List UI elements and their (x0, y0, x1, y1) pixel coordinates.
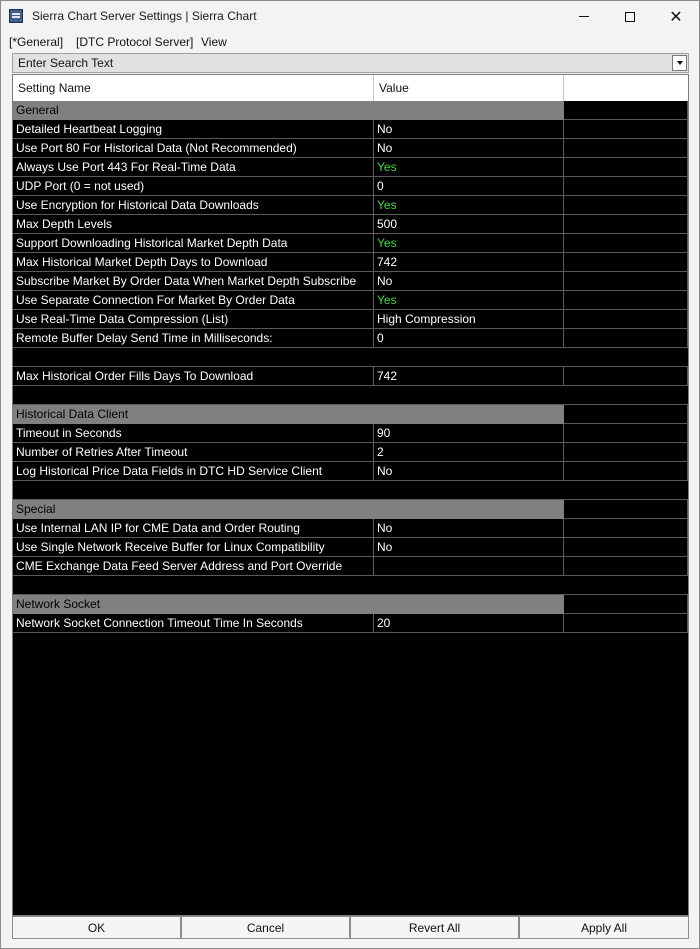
minimize-button[interactable] (561, 1, 607, 32)
setting-name-cell[interactable]: UDP Port (0 = not used) (13, 177, 374, 196)
section-header-row (13, 405, 688, 424)
setting-value-cell[interactable]: 0 (374, 177, 564, 196)
table-row (13, 538, 688, 557)
blank-row (13, 386, 688, 405)
setting-name-cell[interactable]: Max Historical Order Fills Days To Download (13, 367, 374, 386)
setting-value-cell[interactable]: No (374, 272, 564, 291)
column-header-extra[interactable] (564, 75, 688, 101)
setting-value-cell[interactable]: No (374, 519, 564, 538)
table-row (13, 329, 688, 348)
table-row (13, 424, 688, 443)
blank-row-cell (13, 386, 688, 405)
setting-value-cell[interactable]: No (374, 538, 564, 557)
section-extra-cell (564, 101, 688, 120)
setting-extra-cell (564, 310, 688, 329)
search-dropdown-button[interactable] (672, 55, 687, 71)
table-row (13, 557, 688, 576)
setting-name-cell[interactable]: Use Real-Time Data Compression (List) (13, 310, 374, 329)
setting-name-cell[interactable]: Timeout in Seconds (13, 424, 374, 443)
cancel-button[interactable]: Cancel (181, 916, 350, 939)
ok-button[interactable]: OK (12, 916, 181, 939)
setting-name-cell[interactable]: Use Port 80 For Historical Data (Not Recommended) (13, 139, 374, 158)
column-header-value[interactable]: Value (374, 75, 564, 101)
setting-name-cell[interactable]: Use Separate Connection For Market By Order Data (13, 291, 374, 310)
search-input[interactable]: Enter Search Text (18, 56, 114, 70)
setting-extra-cell (564, 215, 688, 234)
blank-row-cell (13, 348, 688, 367)
menu-view[interactable]: View (201, 35, 227, 49)
table-row (13, 367, 688, 386)
setting-value-cell[interactable]: No (374, 462, 564, 481)
menu-general[interactable]: [*General] (9, 35, 64, 49)
menu-bar (1, 32, 699, 52)
column-header-setting-name[interactable]: Setting Name (13, 75, 374, 101)
setting-value-cell[interactable]: 2 (374, 443, 564, 462)
setting-value-cell[interactable]: 742 (374, 253, 564, 272)
setting-extra-cell (564, 614, 688, 633)
search-combobox[interactable] (12, 53, 689, 73)
table-row (13, 215, 688, 234)
table-row (13, 177, 688, 196)
section-extra-cell (564, 405, 688, 424)
section-header: Historical Data Client (13, 405, 564, 424)
setting-name-cell[interactable]: Always Use Port 443 For Real-Time Data (13, 158, 374, 177)
setting-extra-cell (564, 538, 688, 557)
blank-row (13, 481, 688, 500)
setting-value-cell[interactable]: 500 (374, 215, 564, 234)
section-header-row (13, 500, 688, 519)
setting-name-cell[interactable]: Subscribe Market By Order Data When Market Depth Subscribe (13, 272, 374, 291)
revert-all-button[interactable]: Revert All (350, 916, 519, 939)
setting-name-cell[interactable]: Use Single Network Receive Buffer for Linux Compatibility (13, 538, 374, 557)
setting-extra-cell (564, 462, 688, 481)
close-icon: ✕ (669, 6, 683, 26)
setting-extra-cell (564, 291, 688, 310)
setting-name-cell[interactable]: Max Depth Levels (13, 215, 374, 234)
setting-value-cell[interactable]: No (374, 139, 564, 158)
grid-rows (13, 101, 688, 633)
sierra-chart-app-icon (9, 9, 23, 23)
section-header-row (13, 101, 688, 120)
apply-all-button[interactable]: Apply All (519, 916, 689, 939)
table-row (13, 158, 688, 177)
setting-name-cell[interactable]: Detailed Heartbeat Logging (13, 120, 374, 139)
table-row (13, 234, 688, 253)
setting-name-cell[interactable]: Support Downloading Historical Market Depth Data (13, 234, 374, 253)
maximize-button[interactable] (607, 1, 653, 32)
setting-name-cell[interactable]: Log Historical Price Data Fields in DTC HD Service Client (13, 462, 374, 481)
setting-value-cell[interactable]: Yes (374, 158, 564, 177)
setting-extra-cell (564, 139, 688, 158)
setting-extra-cell (564, 120, 688, 139)
settings-grid (12, 74, 689, 916)
section-extra-cell (564, 595, 688, 614)
setting-value-cell[interactable]: Yes (374, 234, 564, 253)
setting-value-cell[interactable]: Yes (374, 196, 564, 215)
setting-name-cell[interactable]: Use Encryption for Historical Data Downloads (13, 196, 374, 215)
blank-row (13, 576, 688, 595)
blank-row-cell (13, 576, 688, 595)
table-row (13, 310, 688, 329)
setting-extra-cell (564, 234, 688, 253)
table-row (13, 443, 688, 462)
setting-value-cell[interactable]: 20 (374, 614, 564, 633)
blank-row (13, 348, 688, 367)
grid-header (13, 75, 688, 101)
close-button[interactable] (653, 1, 699, 32)
title-bar[interactable] (1, 1, 699, 32)
section-header: Network Socket (13, 595, 564, 614)
window-title: Sierra Chart Server Settings | Sierra Chart (32, 9, 257, 23)
setting-extra-cell (564, 557, 688, 576)
table-row (13, 462, 688, 481)
section-header: Special (13, 500, 564, 519)
setting-value-cell[interactable]: High Compression (374, 310, 564, 329)
table-row (13, 196, 688, 215)
setting-name-cell[interactable]: CME Exchange Data Feed Server Address and Port Override (13, 557, 374, 576)
section-header: General (13, 101, 564, 120)
setting-name-cell[interactable]: Network Socket Connection Timeout Time In Seconds (13, 614, 374, 633)
section-header-row (13, 595, 688, 614)
setting-extra-cell (564, 177, 688, 196)
button-bar (12, 916, 689, 939)
chevron-down-icon (677, 61, 683, 65)
table-row (13, 614, 688, 633)
setting-value-cell[interactable]: No (374, 120, 564, 139)
setting-value-cell[interactable]: Yes (374, 291, 564, 310)
menu-dtc-protocol-server[interactable]: [DTC Protocol Server] (76, 35, 194, 49)
setting-extra-cell (564, 424, 688, 443)
setting-value-cell[interactable]: 742 (374, 367, 564, 386)
setting-extra-cell (564, 443, 688, 462)
table-row (13, 139, 688, 158)
maximize-icon (625, 12, 635, 22)
setting-extra-cell (564, 253, 688, 272)
table-row (13, 519, 688, 538)
setting-value-cell[interactable] (374, 557, 564, 576)
setting-name-cell[interactable]: Number of Retries After Timeout (13, 443, 374, 462)
table-row (13, 291, 688, 310)
setting-extra-cell (564, 367, 688, 386)
section-extra-cell (564, 500, 688, 519)
setting-name-cell[interactable]: Max Historical Market Depth Days to Download (13, 253, 374, 272)
minimize-icon (579, 16, 589, 17)
setting-extra-cell (564, 329, 688, 348)
setting-extra-cell (564, 272, 688, 291)
blank-row-cell (13, 481, 688, 500)
setting-name-cell[interactable]: Remote Buffer Delay Send Time in Milliseconds: (13, 329, 374, 348)
setting-extra-cell (564, 196, 688, 215)
setting-value-cell[interactable]: 0 (374, 329, 564, 348)
table-row (13, 120, 688, 139)
setting-extra-cell (564, 519, 688, 538)
table-row (13, 253, 688, 272)
setting-extra-cell (564, 158, 688, 177)
setting-name-cell[interactable]: Use Internal LAN IP for CME Data and Order Routing (13, 519, 374, 538)
table-row (13, 272, 688, 291)
setting-value-cell[interactable]: 90 (374, 424, 564, 443)
